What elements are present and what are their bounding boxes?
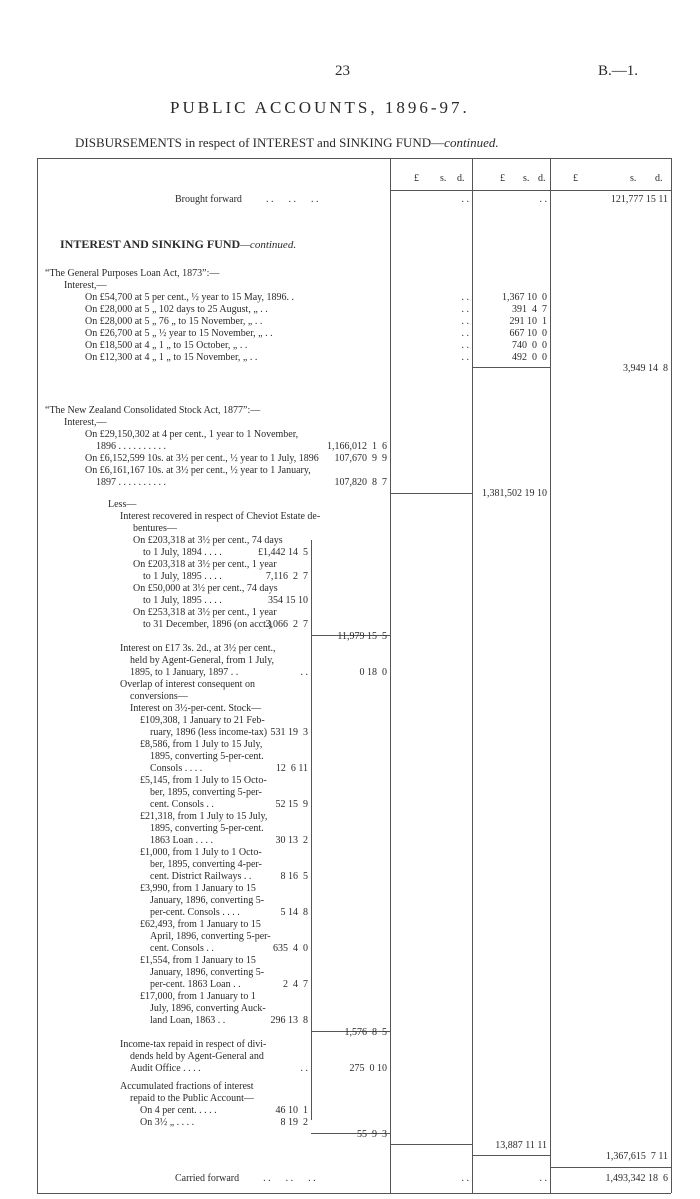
line-label: £3,990, from 1 January to 15 <box>140 883 256 894</box>
amount-c3: 121,777 15 11 <box>610 194 668 205</box>
line-label: July, 1896, converting Auck- <box>150 1003 266 1014</box>
amount-c1: . . <box>461 292 469 303</box>
line-label: ber, 1895, converting 5-per- <box>150 787 262 798</box>
line-text <box>140 884 256 894</box>
line-text <box>85 341 247 351</box>
amount-c3: 1,493,342 18 6 <box>605 1173 668 1184</box>
amount-c2: 1,381,502 19 10 <box>482 488 547 499</box>
line-text <box>133 560 277 570</box>
line-label: January, 1896, converting 5- <box>150 895 265 906</box>
line-label: cent. Consols . . <box>150 943 214 954</box>
amount-c2: 740 0 0 <box>512 340 547 351</box>
line-text <box>130 1052 264 1062</box>
line-label: 1895, converting 5-per-cent. <box>150 751 264 762</box>
line-text <box>150 728 267 738</box>
amount-c2: 1,367 10 0 <box>502 292 547 303</box>
amount-pa: 7,116 2 7 <box>265 571 308 582</box>
subtitle-text: DISBURSEMENTS in respect of INTEREST and SINKING FUND— <box>75 135 445 150</box>
line-text <box>150 896 264 906</box>
line-label: Interest recovered in respect of Cheviot Estate de- <box>120 511 321 522</box>
line-label: 1896 . . . . . . . . . . <box>96 441 166 452</box>
line-text <box>60 238 296 251</box>
line-text <box>130 668 238 678</box>
col1-pence: d. <box>457 173 465 184</box>
line-label: per-cent. 1863 Loan . . <box>150 979 241 990</box>
line-label: £5,145, from 1 July to 15 Octo- <box>140 775 267 786</box>
line-label: cent. District Railways . . <box>150 871 252 882</box>
line-text <box>140 956 256 966</box>
line-text <box>150 752 264 762</box>
sum-rule <box>390 1144 472 1145</box>
amount-c1: . . <box>461 1173 469 1184</box>
line-label: 1863 Loan . . . . <box>150 835 214 846</box>
col3-pounds: £ <box>573 173 578 184</box>
line-text <box>140 716 265 726</box>
line-label: Carried forward <box>175 1173 240 1184</box>
line-text <box>120 1082 254 1092</box>
amount-c1: . . <box>461 352 469 363</box>
line-label: per-cent. Consols . . . . <box>150 907 240 918</box>
amount-pa: £1,442 14 5 <box>258 547 308 558</box>
line-text <box>130 1094 254 1104</box>
line-text <box>85 293 294 303</box>
line-text <box>85 329 273 339</box>
amount-pa: 8 16 5 <box>280 871 308 882</box>
amount-c2: 391 4 7 <box>512 304 547 315</box>
column-2-left-rule <box>472 158 473 1193</box>
line-text <box>175 1174 316 1184</box>
table-top-rule <box>37 158 671 159</box>
amount-pa: 46 10 1 <box>275 1105 308 1116</box>
col2-pence: d. <box>538 173 546 184</box>
amount-pa: 30 13 2 <box>275 835 308 846</box>
line-text <box>120 1040 266 1050</box>
line-text <box>85 454 319 464</box>
line-label: £62,493, from 1 January to 15 <box>140 919 261 930</box>
line-label: ber, 1895, converting 4-per- <box>150 859 262 870</box>
line-label: On £28,000 at 5 „ 76 „ to 15 November, „ . . <box>85 316 263 327</box>
amount-c3: 1,367,615 7 11 <box>605 1151 668 1162</box>
line-label: Overlap of interest consequent on <box>120 679 255 690</box>
line-text <box>140 1106 217 1116</box>
line-text <box>64 418 107 428</box>
line-text <box>150 980 241 990</box>
amount-c0: 107,820 8 7 <box>334 477 387 488</box>
line-label: April, 1896, converting 5-per- <box>150 931 271 942</box>
amount-c0: 275 0 10 <box>349 1063 387 1074</box>
line-text <box>133 608 277 618</box>
line-label: £21,318, from 1 July to 15 July, <box>140 811 268 822</box>
line-text <box>150 764 202 774</box>
line-text <box>143 572 222 582</box>
line-label: Accumulated fractions of interest <box>120 1081 254 1092</box>
amount-pa: . . <box>300 1063 308 1074</box>
sum-rule <box>550 1167 671 1168</box>
line-text <box>133 584 278 594</box>
line-label: INTEREST AND SINKING FUND <box>60 237 241 251</box>
column-3-left-rule <box>550 158 551 1193</box>
amount-c2: 667 10 0 <box>509 328 547 339</box>
line-text <box>150 908 240 918</box>
line-text <box>150 800 214 810</box>
line-label: On £12,300 at 4 „ 1 „ to 15 November, „ . . <box>85 352 258 363</box>
line-label: to 1 July, 1895 . . . . <box>143 571 222 582</box>
line-label: On £253,318 at 3½ per cent., 1 year <box>133 607 277 618</box>
amount-c2: 492 0 0 <box>512 352 547 363</box>
col1-shillings: s. <box>440 173 447 184</box>
line-text <box>140 812 267 822</box>
line-text <box>130 704 261 714</box>
col1-pounds: £ <box>414 173 419 184</box>
line-label: £1,554, from 1 January to 15 <box>140 955 256 966</box>
line-text <box>143 620 272 630</box>
line-label: On £18,500 at 4 „ 1 „ to 15 October, „ . . <box>85 340 248 351</box>
leader-dots: . . . . . . <box>265 194 319 205</box>
amount-pa: 3,066 2 7 <box>265 619 308 630</box>
line-text <box>140 776 267 786</box>
line-label: 1895, to 1 January, 1897 . . <box>130 667 239 678</box>
line-text <box>150 1016 225 1026</box>
line-text <box>130 692 188 702</box>
line-text <box>64 281 107 291</box>
line-label: Interest,— <box>64 417 107 428</box>
line-label: Brought forward <box>175 194 242 205</box>
line-text <box>85 353 257 363</box>
page-title: PUBLIC ACCOUNTS, 1896-97. <box>170 98 470 117</box>
amount-c1: . . <box>461 316 469 327</box>
line-text <box>150 788 262 798</box>
amount-c2: 291 10 1 <box>509 316 547 327</box>
line-text <box>130 1064 201 1074</box>
line-text <box>150 1004 266 1014</box>
line-text <box>96 442 166 452</box>
line-text <box>150 860 262 870</box>
table-left-border <box>37 158 38 1193</box>
line-label: to 1 July, 1895 . . . . <box>143 595 222 606</box>
amount-c0: 0 18 0 <box>359 667 387 678</box>
line-text <box>96 478 166 488</box>
line-text <box>175 195 318 205</box>
line-label: Interest,— <box>64 280 107 291</box>
amount-c1: . . <box>461 304 469 315</box>
amount-pa: 12 6 11 <box>275 763 308 774</box>
line-label: Audit Office . . . . <box>130 1063 201 1074</box>
line-text <box>85 317 262 327</box>
line-label: On £54,700 at 5 per cent., ½ year to 15 May, 1896. . <box>85 292 295 303</box>
line-text <box>140 920 261 930</box>
line-label: bentures— <box>133 523 177 534</box>
line-label: conversions— <box>130 691 188 702</box>
leader-dots: . . . . . . <box>263 1173 316 1184</box>
line-label: On £203,318 at 3½ per cent., 74 days <box>133 535 283 546</box>
line-text <box>133 524 177 534</box>
line-label: Consols . . . . <box>150 763 203 774</box>
line-text <box>143 596 222 606</box>
line-text <box>140 1118 194 1128</box>
line-label: “The General Purposes Loan Act, 1873”:— <box>45 268 220 279</box>
line-label: £1,000, from 1 July to 1 Octo- <box>140 847 262 858</box>
col2-shillings: s. <box>523 173 530 184</box>
amount-c0: 107,670 9 9 <box>334 453 387 464</box>
line-label: Less— <box>108 499 137 510</box>
amount-c2: . . <box>539 1173 547 1184</box>
line-text <box>150 944 214 954</box>
line-text <box>140 740 262 750</box>
line-text <box>143 548 222 558</box>
line-label: On £28,000 at 5 „ 102 days to 25 August, „ . . <box>85 304 268 315</box>
line-label: repaid to the Public Account— <box>130 1093 254 1104</box>
line-text <box>108 500 136 510</box>
line-label: land Loan, 1863 . . <box>150 1015 226 1026</box>
column-header-rule <box>390 190 671 191</box>
document-ref: B.—1. <box>598 63 639 79</box>
amount-c3: 3,949 14 8 <box>623 363 668 374</box>
line-label: to 31 December, 1896 (on acct.) <box>143 619 272 630</box>
line-label-italic: —continued. <box>240 239 297 251</box>
line-label: 1895, converting 5-per-cent. <box>150 823 264 834</box>
line-text <box>120 644 276 654</box>
amount-pa: 5 14 8 <box>280 907 308 918</box>
line-label: dends held by Agent-General and <box>130 1051 264 1062</box>
line-label: On £203,318 at 3½ per cent., 1 year <box>133 559 277 570</box>
amount-pa: 2 4 7 <box>283 979 308 990</box>
line-label: £17,000, from 1 January to 1 <box>140 991 256 1002</box>
line-label: 1897 . . . . . . . . . . <box>96 477 166 488</box>
line-label: £8,586, from 1 July to 15 July, <box>140 739 263 750</box>
line-label: January, 1896, converting 5- <box>150 967 265 978</box>
line-text <box>45 406 260 416</box>
line-label: On £26,700 at 5 „ ½ year to 15 November, „ . . <box>85 328 273 339</box>
line-text <box>120 680 255 690</box>
line-label: On £50,000 at 3½ per cent., 74 days <box>133 583 278 594</box>
amount-c0: 55 9 3 <box>357 1129 387 1140</box>
col3-pence: d. <box>655 173 663 184</box>
line-label: cent. Consols . . <box>150 799 214 810</box>
line-text <box>140 848 262 858</box>
sum-rule <box>472 1155 550 1156</box>
line-text <box>133 536 283 546</box>
line-label: Interest on 3½-per-cent. Stock— <box>130 703 262 714</box>
line-label: £109,308, 1 January to 21 Feb- <box>140 715 265 726</box>
subtitle-italic: continued. <box>444 135 499 150</box>
sum-rule <box>390 493 472 494</box>
amount-c0: 11,979 15 5 <box>337 631 387 642</box>
col2-pounds: £ <box>500 173 505 184</box>
line-text <box>130 656 274 666</box>
amount-pa: 635 4 0 <box>273 943 308 954</box>
line-label: to 1 July, 1894 . . . . <box>143 547 222 558</box>
line-text <box>85 466 311 476</box>
line-label: Interest on £17 3s. 2d., at 3½ per cent., <box>120 643 276 654</box>
line-label: On £6,161,167 10s. at 3½ per cent., ½ year to 1 January, <box>85 465 311 476</box>
sub-column-rule <box>311 540 312 1120</box>
line-label: Income-tax repaid in respect of divi- <box>120 1039 267 1050</box>
page-subtitle <box>75 136 499 149</box>
sum-rule <box>472 367 550 368</box>
amount-pa: 354 15 10 <box>268 595 308 606</box>
amount-c0: 1,166,012 1 6 <box>327 441 387 452</box>
amount-c1: . . <box>461 340 469 351</box>
table-bottom-rule <box>37 1193 671 1194</box>
col3-shillings: s. <box>630 173 637 184</box>
line-text <box>150 872 251 882</box>
line-text <box>140 992 256 1002</box>
amount-pa: 52 15 9 <box>275 799 308 810</box>
amount-pa: 8 19 2 <box>280 1117 308 1128</box>
amount-pa: 296 13 8 <box>270 1015 308 1026</box>
column-1-left-rule <box>390 158 391 1193</box>
line-text <box>85 430 298 440</box>
line-label: On 3½ „ . . . . <box>140 1117 195 1128</box>
amount-c1: . . <box>461 194 469 205</box>
amount-c2: . . <box>539 194 547 205</box>
amount-pa: 531 19 3 <box>270 727 308 738</box>
page-number: 23 <box>335 63 350 79</box>
line-label: held by Agent-General, from 1 July, <box>130 655 275 666</box>
line-label: On 4 per cent. . . . . <box>140 1105 217 1116</box>
line-text <box>150 932 271 942</box>
table-right-border <box>671 158 672 1193</box>
line-text <box>85 305 268 315</box>
line-text <box>150 824 264 834</box>
line-text <box>150 836 213 846</box>
line-text <box>45 269 219 279</box>
amount-pa: . . <box>300 667 308 678</box>
line-label: ruary, 1896 (less income-tax) <box>150 727 268 738</box>
line-text <box>120 512 320 522</box>
line-text <box>150 968 264 978</box>
line-label: On £6,152,599 10s. at 3½ per cent., ½ year to 1 July, 1896 <box>85 453 319 464</box>
amount-c2: 13,887 11 11 <box>495 1140 547 1151</box>
line-label: “The New Zealand Consolidated Stock Act, 1877”:— <box>45 405 261 416</box>
amount-c0: 1,576 8 5 <box>344 1027 387 1038</box>
amount-c1: . . <box>461 328 469 339</box>
line-label: On £29,150,302 at 4 per cent., 1 year to 1 November, <box>85 429 299 440</box>
